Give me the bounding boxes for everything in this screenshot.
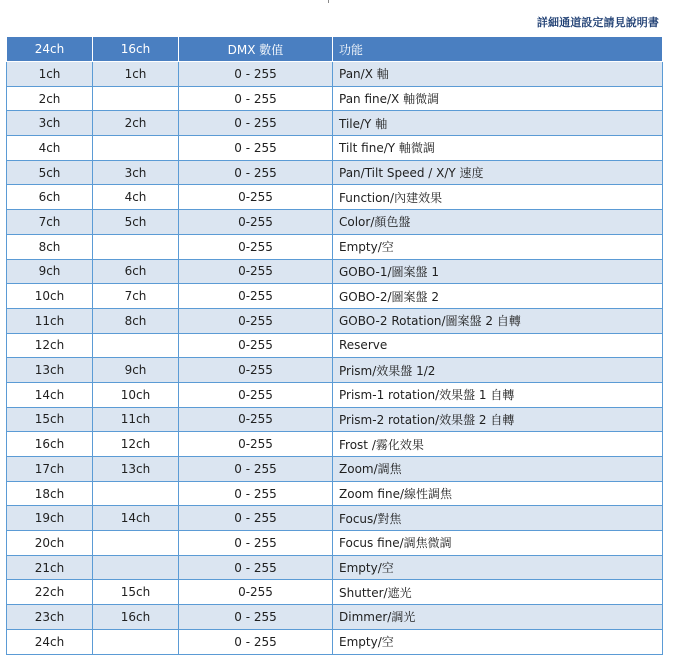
cell-function: Pan/Tilt Speed / X/Y 速度 [333,160,663,185]
table-row [7,259,663,284]
table-row [7,308,663,333]
cell-16ch [93,136,179,161]
cell-function: Focus fine/調焦微調 [333,531,663,556]
cell-16ch: 8ch [93,308,179,333]
cell-function: Frost /霧化效果 [333,432,663,457]
table-row [7,136,663,161]
cell-24ch: 18ch [7,481,93,506]
cell-function: Prism/效果盤 1/2 [333,358,663,383]
cell-dmx-value: 0 - 255 [179,86,333,111]
cell-function: Zoom/調焦 [333,457,663,482]
cell-24ch: 23ch [7,605,93,630]
cell-dmx-value: 0-255 [179,259,333,284]
cell-24ch: 21ch [7,555,93,580]
cell-16ch [93,531,179,556]
header-function: 功能 [333,37,663,62]
cell-function: Function/內建效果 [333,185,663,210]
cell-16ch [93,234,179,259]
dmx-channel-table [6,36,663,655]
cell-16ch: 13ch [93,457,179,482]
cell-function: Prism-2 rotation/效果盤 2 自轉 [333,407,663,432]
cell-function: Color/顏色盤 [333,210,663,235]
cell-16ch [93,333,179,358]
cell-24ch: 2ch [7,86,93,111]
cell-24ch: 24ch [7,629,93,654]
cell-function: GOBO-2 Rotation/圖案盤 2 自轉 [333,308,663,333]
top-divider-mark [328,0,329,3]
header-24ch: 24ch [7,37,93,62]
cell-16ch [93,555,179,580]
cell-dmx-value: 0 - 255 [179,136,333,161]
cell-dmx-value: 0 - 255 [179,62,333,87]
cell-dmx-value: 0-255 [179,234,333,259]
cell-16ch: 12ch [93,432,179,457]
cell-function: Tile/Y 軸 [333,111,663,136]
table-row [7,333,663,358]
table-row [7,555,663,580]
table-row [7,160,663,185]
cell-16ch: 3ch [93,160,179,185]
header-row [7,37,663,62]
cell-24ch: 1ch [7,62,93,87]
cell-24ch: 17ch [7,457,93,482]
cell-dmx-value: 0-255 [179,210,333,235]
cell-dmx-value: 0 - 255 [179,506,333,531]
cell-dmx-value: 0-255 [179,284,333,309]
table-row [7,481,663,506]
cell-16ch: 9ch [93,358,179,383]
table-row [7,580,663,605]
cell-24ch: 9ch [7,259,93,284]
cell-24ch: 7ch [7,210,93,235]
cell-24ch: 5ch [7,160,93,185]
cell-function: GOBO-1/圖案盤 1 [333,259,663,284]
header-16ch: 16ch [93,37,179,62]
cell-dmx-value: 0-255 [179,432,333,457]
cell-24ch: 19ch [7,506,93,531]
cell-16ch: 16ch [93,605,179,630]
table-row [7,457,663,482]
cell-16ch: 15ch [93,580,179,605]
cell-16ch: 4ch [93,185,179,210]
cell-24ch: 22ch [7,580,93,605]
cell-function: Prism-1 rotation/效果盤 1 自轉 [333,382,663,407]
cell-16ch [93,481,179,506]
header-dmx-value: DMX 數值 [179,37,333,62]
cell-16ch: 10ch [93,382,179,407]
cell-16ch: 6ch [93,259,179,284]
table-row [7,531,663,556]
cell-dmx-value: 0 - 255 [179,481,333,506]
cell-dmx-value: 0 - 255 [179,629,333,654]
cell-function: GOBO-2/圖案盤 2 [333,284,663,309]
cell-24ch: 14ch [7,382,93,407]
cell-dmx-value: 0-255 [179,333,333,358]
cell-function: Zoom fine/線性調焦 [333,481,663,506]
cell-dmx-value: 0 - 255 [179,605,333,630]
cell-function: Empty/空 [333,234,663,259]
dmx-channel-table-container [6,36,662,655]
table-row [7,629,663,654]
table-row [7,234,663,259]
cell-16ch: 11ch [93,407,179,432]
table-row [7,185,663,210]
cell-16ch [93,86,179,111]
table-row [7,210,663,235]
cell-24ch: 8ch [7,234,93,259]
cell-16ch: 7ch [93,284,179,309]
cell-24ch: 11ch [7,308,93,333]
table-row [7,358,663,383]
cell-dmx-value: 0-255 [179,358,333,383]
cell-function: Pan/X 軸 [333,62,663,87]
cell-function: Dimmer/調光 [333,605,663,630]
cell-function: Empty/空 [333,555,663,580]
cell-dmx-value: 0-255 [179,308,333,333]
cell-dmx-value: 0-255 [179,382,333,407]
cell-24ch: 10ch [7,284,93,309]
cell-16ch: 2ch [93,111,179,136]
table-row [7,62,663,87]
cell-dmx-value: 0 - 255 [179,457,333,482]
cell-16ch: 5ch [93,210,179,235]
cell-24ch: 12ch [7,333,93,358]
table-row [7,86,663,111]
table-row [7,432,663,457]
cell-function: Shutter/遮光 [333,580,663,605]
cell-dmx-value: 0-255 [179,185,333,210]
table-row [7,111,663,136]
cell-dmx-value: 0 - 255 [179,111,333,136]
table-row [7,284,663,309]
cell-dmx-value: 0-255 [179,407,333,432]
cell-function: Empty/空 [333,629,663,654]
cell-16ch: 14ch [93,506,179,531]
table-body [7,62,663,655]
cell-dmx-value: 0 - 255 [179,531,333,556]
cell-dmx-value: 0-255 [179,580,333,605]
cell-24ch: 4ch [7,136,93,161]
manual-reference-note: 詳細通道設定請見說明書 [536,16,659,29]
cell-24ch: 3ch [7,111,93,136]
cell-24ch: 13ch [7,358,93,383]
cell-dmx-value: 0 - 255 [179,555,333,580]
cell-24ch: 6ch [7,185,93,210]
cell-dmx-value: 0 - 255 [179,160,333,185]
cell-24ch: 15ch [7,407,93,432]
cell-24ch: 16ch [7,432,93,457]
table-header [7,37,663,62]
cell-16ch: 1ch [93,62,179,87]
cell-function: Tilt fine/Y 軸微調 [333,136,663,161]
cell-function: Reserve [333,333,663,358]
cell-function: Pan fine/X 軸微調 [333,86,663,111]
cell-function: Focus/對焦 [333,506,663,531]
table-row [7,605,663,630]
cell-24ch: 20ch [7,531,93,556]
table-row [7,407,663,432]
table-row [7,382,663,407]
table-row [7,506,663,531]
cell-16ch [93,629,179,654]
